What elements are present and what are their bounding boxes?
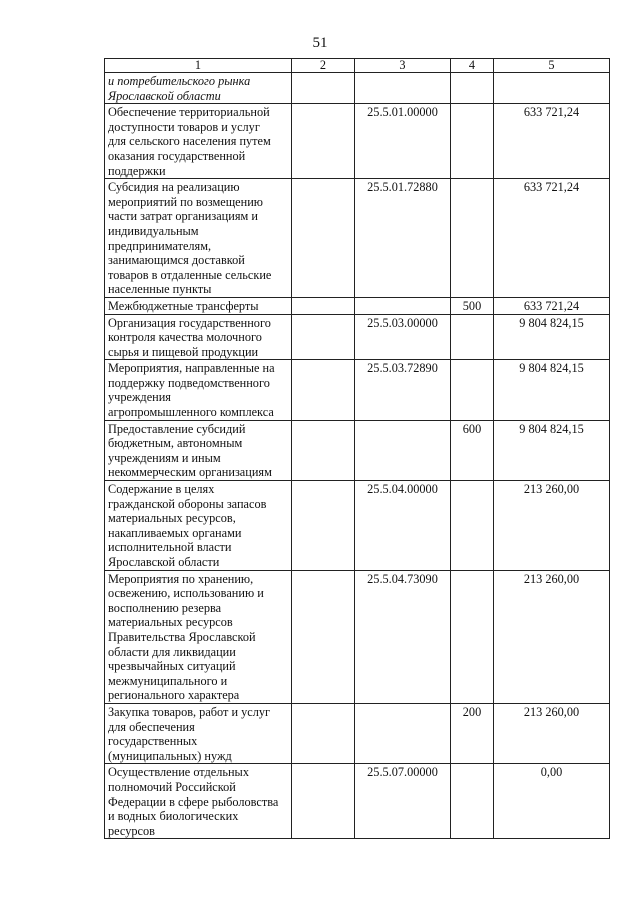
table-row	[105, 104, 610, 179]
row-name-cell: Осуществление отдельных полномочий Российской Федерации в сфере рыболовства и водных биологических ресурсов	[105, 764, 292, 839]
row-sum-cell: 633 721,24	[494, 297, 610, 314]
row-type-cell	[451, 481, 494, 571]
row-sum-cell: 633 721,24	[494, 104, 610, 179]
row-code-cell	[355, 297, 451, 314]
row-code-cell: 25.5.01.72880	[355, 179, 451, 298]
table-row	[105, 360, 610, 420]
row-sum-cell	[494, 73, 610, 104]
table-row	[105, 764, 610, 839]
table-row	[105, 314, 610, 360]
row-sum-cell: 213 260,00	[494, 481, 610, 571]
row-code-cell: 25.5.03.00000	[355, 314, 451, 360]
table-row	[105, 570, 610, 703]
row-col2-cell	[292, 179, 355, 298]
row-name-cell: Предоставление субсидий бюджетным, автономным учреждениям и иным некоммерческим организациям	[105, 420, 292, 480]
table-row	[105, 481, 610, 571]
header-cell-1: 1	[105, 59, 292, 73]
header-cell-4: 4	[451, 59, 494, 73]
row-name-cell: Содержание в целях гражданской обороны запасов материальных ресурсов, накапливаемых органами исполнительной власти Ярославской области	[105, 481, 292, 571]
row-type-cell	[451, 570, 494, 703]
row-col2-cell	[292, 314, 355, 360]
row-code-cell: 25.5.04.73090	[355, 570, 451, 703]
row-col2-cell	[292, 481, 355, 571]
row-col2-cell	[292, 764, 355, 839]
row-code-cell: 25.5.07.00000	[355, 764, 451, 839]
table-row	[105, 420, 610, 480]
row-code-cell: 25.5.01.00000	[355, 104, 451, 179]
row-type-cell	[451, 360, 494, 420]
row-name-cell: Субсидия на реализацию мероприятий по возмещению части затрат организациям и индивидуальным предпринимателям, занимающимся доставкой товаров в отдаленные сельские населенные пункты	[105, 179, 292, 298]
budget-table	[104, 58, 610, 839]
row-type-cell	[451, 179, 494, 298]
row-col2-cell	[292, 420, 355, 480]
row-type-cell: 600	[451, 420, 494, 480]
row-name-cell: и потребительского рынка Ярославской области	[105, 73, 292, 104]
header-cell-3: 3	[355, 59, 451, 73]
page-number: 51	[312, 35, 328, 51]
row-name-cell: Мероприятия по хранению, освежению, использованию и восполнению резерва материальных ресурсов Правительства Ярославской области для ликвидации чрезвычайных ситуаций межмуниципального и регионального характера	[105, 570, 292, 703]
row-col2-cell	[292, 73, 355, 104]
header-cell-2: 2	[292, 59, 355, 73]
table-row	[105, 73, 610, 104]
row-name-cell: Мероприятия, направленные на поддержку подведомственного учреждения агропромышленного комплекса	[105, 360, 292, 420]
row-col2-cell	[292, 360, 355, 420]
row-name-cell: Организация государственного контроля качества молочного сырья и пищевой продукции	[105, 314, 292, 360]
row-type-cell	[451, 73, 494, 104]
row-type-cell	[451, 764, 494, 839]
row-sum-cell: 9 804 824,15	[494, 420, 610, 480]
row-type-cell: 500	[451, 297, 494, 314]
row-code-cell	[355, 703, 451, 763]
row-sum-cell: 9 804 824,15	[494, 314, 610, 360]
row-type-cell: 200	[451, 703, 494, 763]
row-code-cell: 25.5.04.00000	[355, 481, 451, 571]
row-sum-cell: 633 721,24	[494, 179, 610, 298]
row-type-cell	[451, 314, 494, 360]
table-row	[105, 297, 610, 314]
row-code-cell: 25.5.03.72890	[355, 360, 451, 420]
row-code-cell	[355, 420, 451, 480]
row-col2-cell	[292, 703, 355, 763]
row-sum-cell: 0,00	[494, 764, 610, 839]
row-sum-cell: 213 260,00	[494, 703, 610, 763]
table-row	[105, 703, 610, 763]
row-name-cell: Межбюджетные трансферты	[105, 297, 292, 314]
row-col2-cell	[292, 297, 355, 314]
row-col2-cell	[292, 570, 355, 703]
row-type-cell	[451, 104, 494, 179]
row-col2-cell	[292, 104, 355, 179]
header-cell-5: 5	[494, 59, 610, 73]
row-sum-cell: 213 260,00	[494, 570, 610, 703]
row-name-cell: Обеспечение территориальной доступности товаров и услуг для сельского населения путем оказания государственной поддержки	[105, 104, 292, 179]
row-name-cell: Закупка товаров, работ и услуг для обеспечения государственных (муниципальных) нужд	[105, 703, 292, 763]
table-header-row	[105, 59, 610, 73]
table-row	[105, 179, 610, 298]
row-code-cell	[355, 73, 451, 104]
row-sum-cell: 9 804 824,15	[494, 360, 610, 420]
